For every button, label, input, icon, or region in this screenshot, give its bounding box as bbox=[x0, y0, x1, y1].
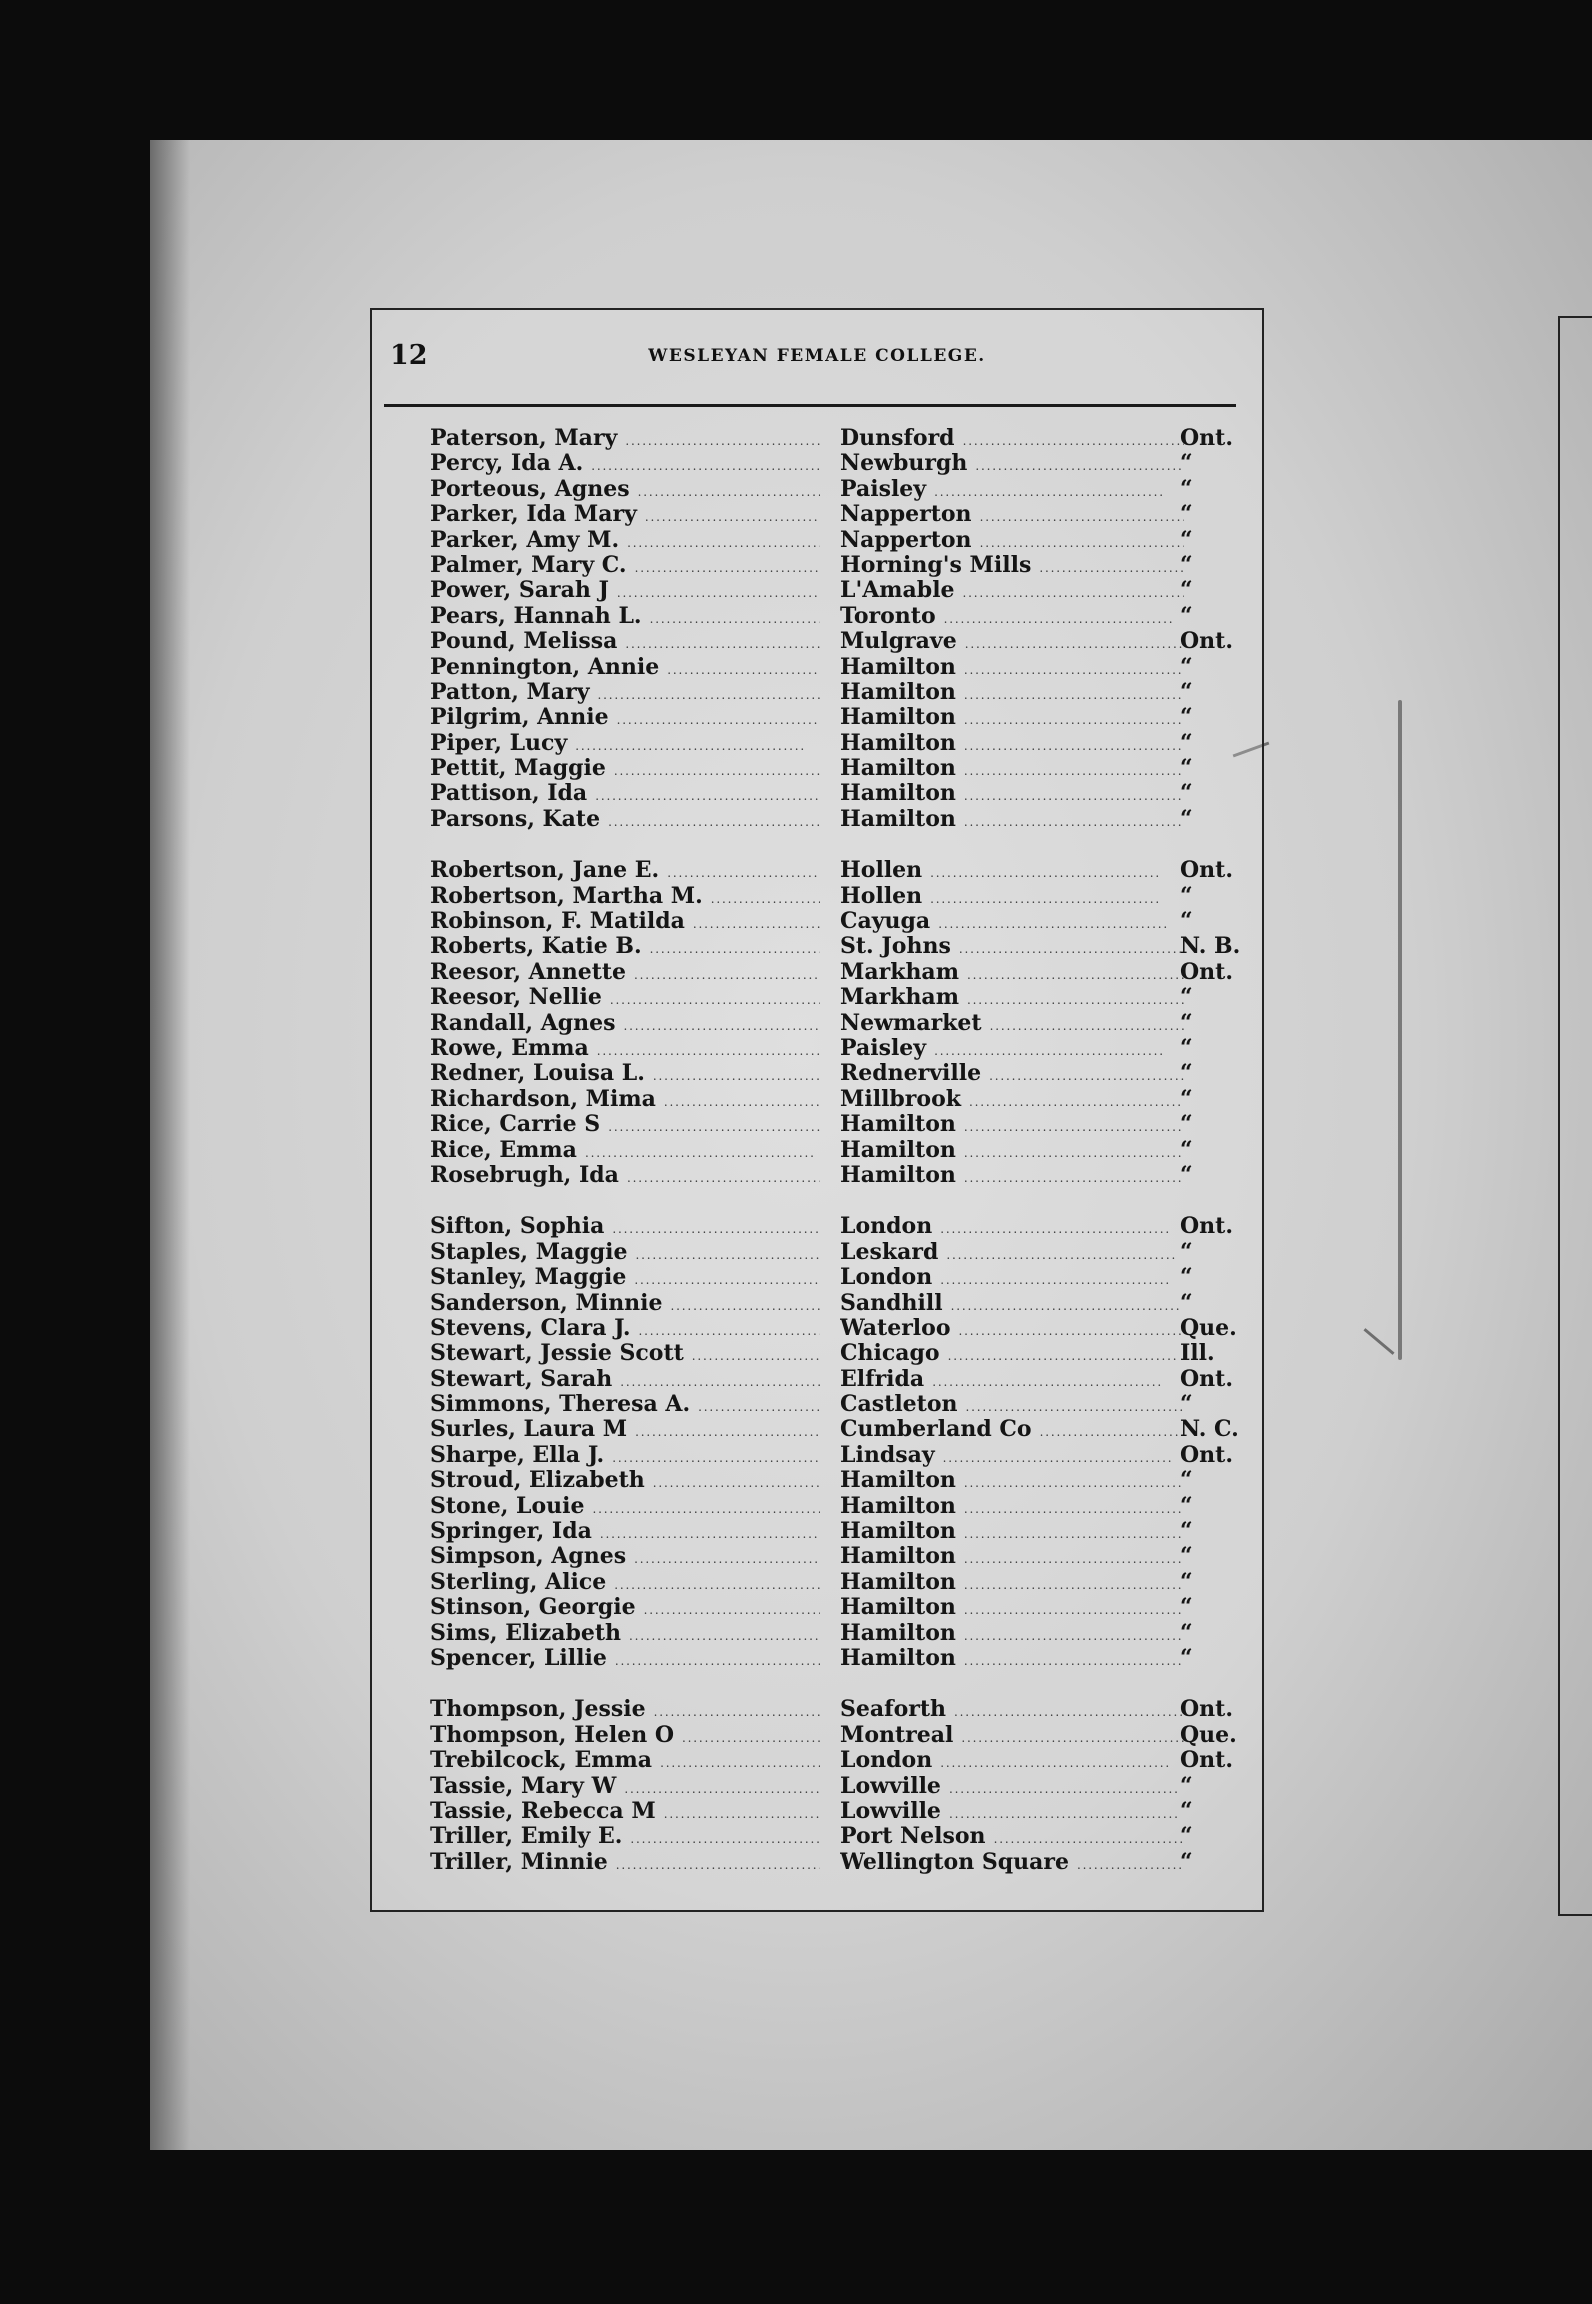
student-name: Stone, Louie . . bbox=[430, 1494, 820, 1522]
student-province: “ bbox=[1180, 1619, 1193, 1646]
student-row bbox=[372, 1544, 1262, 1569]
student-place: Hamilton . . bbox=[840, 1494, 1184, 1522]
student-name: Sanderson, Minnie . . bbox=[430, 1291, 820, 1319]
student-place: Rednerville . . bbox=[840, 1061, 1184, 1089]
student-row bbox=[372, 1443, 1262, 1468]
student-name: Rice, Carrie S . . bbox=[430, 1112, 820, 1140]
student-place: Leskard . . bbox=[840, 1240, 1184, 1268]
student-name: Springer, Ida . . bbox=[430, 1519, 820, 1547]
student-name: Percy, Ida A. . . bbox=[430, 451, 820, 479]
student-place: Hamilton . . bbox=[840, 1138, 1184, 1166]
student-province: “ bbox=[1180, 1034, 1193, 1061]
student-row bbox=[372, 705, 1262, 730]
student-row bbox=[372, 934, 1262, 959]
student-row bbox=[372, 477, 1262, 502]
student-group bbox=[372, 1697, 1262, 1875]
student-row bbox=[372, 655, 1262, 680]
student-name: Surles, Laura M . . bbox=[430, 1417, 820, 1445]
student-name: Tassie, Rebecca M . . bbox=[430, 1799, 820, 1827]
student-province: Ont. bbox=[1180, 1365, 1233, 1392]
pencil-mark bbox=[1398, 700, 1402, 1360]
student-row bbox=[372, 1417, 1262, 1442]
student-row bbox=[372, 1392, 1262, 1417]
student-place: Newburgh . . bbox=[840, 451, 1184, 479]
student-province: “ bbox=[1180, 551, 1193, 578]
student-name: Stevens, Clara J. . . bbox=[430, 1316, 820, 1344]
student-place: Hamilton . . bbox=[840, 1595, 1184, 1623]
student-name: Pennington, Annie . . bbox=[430, 655, 820, 683]
student-province: “ bbox=[1180, 678, 1193, 705]
student-place: Dunsford . . bbox=[840, 426, 1184, 454]
student-name: Reesor, Annette . . bbox=[430, 960, 820, 988]
student-place: Hollen . . bbox=[840, 858, 1184, 886]
student-name: Pattison, Ida . . bbox=[430, 781, 820, 809]
student-row bbox=[372, 1697, 1262, 1722]
student-province: “ bbox=[1180, 501, 1193, 528]
student-name: Roberts, Katie B. . . bbox=[430, 934, 820, 962]
student-province: Que. bbox=[1180, 1314, 1237, 1341]
student-place: Paisley . . bbox=[840, 477, 1184, 505]
student-place: Newmarket . . bbox=[840, 1011, 1184, 1039]
student-name: Rosebrugh, Ida . . bbox=[430, 1163, 820, 1191]
student-province: Ont. bbox=[1180, 1213, 1233, 1240]
student-province: Ont. bbox=[1180, 628, 1233, 655]
student-name: Stanley, Maggie . . bbox=[430, 1265, 820, 1293]
student-place: Lowville . . bbox=[840, 1799, 1184, 1827]
student-row bbox=[372, 680, 1262, 705]
student-place: Hamilton . . bbox=[840, 781, 1184, 809]
student-province: “ bbox=[1180, 602, 1193, 629]
student-place: Hamilton . . bbox=[840, 1163, 1184, 1191]
student-province: “ bbox=[1180, 1238, 1193, 1265]
student-place: Waterloo . . bbox=[840, 1316, 1184, 1344]
student-province: “ bbox=[1180, 1289, 1193, 1316]
student-row bbox=[372, 1824, 1262, 1849]
student-name: Paterson, Mary . . bbox=[430, 426, 820, 454]
student-province: “ bbox=[1180, 1136, 1193, 1163]
student-list bbox=[372, 426, 1262, 1901]
student-row bbox=[372, 1799, 1262, 1824]
student-name: Sims, Elizabeth . . bbox=[430, 1621, 820, 1649]
student-place: Seaforth . . bbox=[840, 1697, 1184, 1725]
student-place: Hamilton . . bbox=[840, 680, 1184, 708]
student-place: Napperton . . bbox=[840, 528, 1184, 556]
student-row bbox=[372, 1494, 1262, 1519]
student-province: “ bbox=[1180, 1797, 1193, 1824]
student-row bbox=[372, 985, 1262, 1010]
student-name: Porteous, Agnes . . bbox=[430, 477, 820, 505]
student-province: “ bbox=[1180, 1594, 1193, 1621]
student-row bbox=[372, 1595, 1262, 1620]
student-name: Palmer, Mary C. . . bbox=[430, 553, 820, 581]
student-province: “ bbox=[1180, 755, 1193, 782]
student-province: Ont. bbox=[1180, 1441, 1233, 1468]
student-province: “ bbox=[1180, 1467, 1193, 1494]
student-place: Castleton . . bbox=[840, 1392, 1184, 1420]
student-name: Thompson, Jessie . . bbox=[430, 1697, 820, 1725]
student-row bbox=[372, 1087, 1262, 1112]
student-province: “ bbox=[1180, 653, 1193, 680]
student-name: Redner, Louisa L. . . bbox=[430, 1061, 820, 1089]
student-name: Stewart, Sarah . . bbox=[430, 1367, 820, 1395]
student-place: Hamilton . . bbox=[840, 1468, 1184, 1496]
student-row bbox=[372, 1011, 1262, 1036]
student-row bbox=[372, 1570, 1262, 1595]
student-row bbox=[372, 426, 1262, 451]
student-row bbox=[372, 756, 1262, 781]
student-row bbox=[372, 1061, 1262, 1086]
student-name: Parker, Amy M. . . bbox=[430, 528, 820, 556]
student-row bbox=[372, 629, 1262, 654]
student-province: “ bbox=[1180, 780, 1193, 807]
student-name: Reesor, Nellie . . bbox=[430, 985, 820, 1013]
student-place: Lowville . . bbox=[840, 1774, 1184, 1802]
student-province: “ bbox=[1180, 577, 1193, 604]
student-province: “ bbox=[1180, 1568, 1193, 1595]
student-name: Sterling, Alice . . bbox=[430, 1570, 820, 1598]
student-province: “ bbox=[1180, 1823, 1193, 1850]
student-name: Robertson, Martha M. . . bbox=[430, 884, 820, 912]
student-province: Ont. bbox=[1180, 1747, 1233, 1774]
student-row bbox=[372, 1240, 1262, 1265]
student-place: Hamilton . . bbox=[840, 807, 1184, 835]
student-row bbox=[372, 781, 1262, 806]
student-name: Parker, Ida Mary . . bbox=[430, 502, 820, 530]
student-row bbox=[372, 1748, 1262, 1773]
student-row bbox=[372, 1291, 1262, 1316]
student-place: Hamilton . . bbox=[840, 1570, 1184, 1598]
student-row bbox=[372, 1214, 1262, 1239]
student-name: Thompson, Helen O . . bbox=[430, 1723, 820, 1751]
student-place: London . . bbox=[840, 1265, 1184, 1293]
student-province: “ bbox=[1180, 1391, 1193, 1418]
student-place: Chicago . . bbox=[840, 1341, 1184, 1369]
student-row bbox=[372, 731, 1262, 756]
student-name: Sharpe, Ella J. . . bbox=[430, 1443, 820, 1471]
student-row bbox=[372, 1367, 1262, 1392]
student-province: Ont. bbox=[1180, 857, 1233, 884]
student-name: Power, Sarah J . . bbox=[430, 578, 820, 606]
student-name: Stewart, Jessie Scott . . bbox=[430, 1341, 820, 1369]
student-row bbox=[372, 1468, 1262, 1493]
student-name: Piper, Lucy . . bbox=[430, 731, 820, 759]
student-name: Pettit, Maggie . . bbox=[430, 756, 820, 784]
running-head: WESLEYAN FEMALE COLLEGE. bbox=[648, 346, 986, 366]
student-place: Port Nelson . . bbox=[840, 1824, 1184, 1852]
student-province: “ bbox=[1180, 1009, 1193, 1036]
student-row bbox=[372, 909, 1262, 934]
student-name: Staples, Maggie . . bbox=[430, 1240, 820, 1268]
student-province: “ bbox=[1180, 1492, 1193, 1519]
student-place: Cumberland Co . . bbox=[840, 1417, 1184, 1445]
student-province: “ bbox=[1180, 1060, 1193, 1087]
student-row bbox=[372, 1265, 1262, 1290]
student-province: “ bbox=[1180, 1848, 1193, 1875]
student-place: Hamilton . . bbox=[840, 705, 1184, 733]
student-place: Toronto . . bbox=[840, 604, 1184, 632]
student-name: Stinson, Georgie . . bbox=[430, 1595, 820, 1623]
student-name: Robinson, F. Matilda . . bbox=[430, 909, 820, 937]
student-place: Napperton . . bbox=[840, 502, 1184, 530]
student-province: N. B. bbox=[1180, 933, 1241, 960]
student-place: Mulgrave . . bbox=[840, 629, 1184, 657]
student-name: Triller, Emily E. . . bbox=[430, 1824, 820, 1852]
student-row bbox=[372, 1112, 1262, 1137]
student-group bbox=[372, 426, 1262, 832]
student-group bbox=[372, 1214, 1262, 1671]
student-row bbox=[372, 553, 1262, 578]
student-row bbox=[372, 1138, 1262, 1163]
student-place: London . . bbox=[840, 1748, 1184, 1776]
student-province: “ bbox=[1180, 704, 1193, 731]
student-row bbox=[372, 884, 1262, 909]
student-name: Stroud, Elizabeth . . bbox=[430, 1468, 820, 1496]
student-name: Richardson, Mima . . bbox=[430, 1087, 820, 1115]
student-place: Cayuga . . bbox=[840, 909, 1184, 937]
student-row bbox=[372, 1723, 1262, 1748]
student-province: “ bbox=[1180, 1518, 1193, 1545]
student-name: Randall, Agnes . . bbox=[430, 1011, 820, 1039]
student-province: “ bbox=[1180, 475, 1193, 502]
student-name: Spencer, Lillie . . bbox=[430, 1646, 820, 1674]
student-province: “ bbox=[1180, 908, 1193, 935]
student-place: London . . bbox=[840, 1214, 1184, 1242]
student-place: Horning's Mills . . bbox=[840, 553, 1184, 581]
student-row bbox=[372, 502, 1262, 527]
student-place: Markham . . bbox=[840, 985, 1184, 1013]
student-row bbox=[372, 1036, 1262, 1061]
student-row bbox=[372, 528, 1262, 553]
student-province: “ bbox=[1180, 984, 1193, 1011]
student-row bbox=[372, 807, 1262, 832]
student-place: L'Amable . . bbox=[840, 578, 1184, 606]
student-province: N. C. bbox=[1180, 1416, 1239, 1443]
student-province: Ont. bbox=[1180, 958, 1233, 985]
student-name: Rice, Emma . . bbox=[430, 1138, 820, 1166]
student-row bbox=[372, 1163, 1262, 1188]
student-name: Simpson, Agnes . . bbox=[430, 1544, 820, 1572]
student-name: Sifton, Sophia . . bbox=[430, 1214, 820, 1242]
student-place: Millbrook . . bbox=[840, 1087, 1184, 1115]
student-row bbox=[372, 960, 1262, 985]
student-place: Hamilton . . bbox=[840, 756, 1184, 784]
student-name: Robertson, Jane E. . . bbox=[430, 858, 820, 886]
student-name: Rowe, Emma . . bbox=[430, 1036, 820, 1064]
student-row bbox=[372, 1621, 1262, 1646]
student-name: Patton, Mary . . bbox=[430, 680, 820, 708]
student-place: Hamilton . . bbox=[840, 655, 1184, 683]
student-place: Hamilton . . bbox=[840, 1112, 1184, 1140]
page-frame bbox=[370, 308, 1264, 1912]
page-number: 12 bbox=[390, 340, 428, 371]
student-row bbox=[372, 1519, 1262, 1544]
student-province: Ont. bbox=[1180, 425, 1233, 451]
student-place: Markham . . bbox=[840, 960, 1184, 988]
student-place: Hamilton . . bbox=[840, 731, 1184, 759]
student-row bbox=[372, 578, 1262, 603]
student-province: Ont. bbox=[1180, 1696, 1233, 1723]
student-place: Sandhill . . bbox=[840, 1291, 1184, 1319]
facing-page-edge bbox=[1558, 316, 1592, 1916]
student-name: Pears, Hannah L. . . bbox=[430, 604, 820, 632]
student-province: “ bbox=[1180, 1085, 1193, 1112]
student-name: Parsons, Kate . . bbox=[430, 807, 820, 835]
student-row bbox=[372, 1341, 1262, 1366]
student-province: “ bbox=[1180, 1644, 1193, 1671]
student-province: “ bbox=[1180, 1543, 1193, 1570]
student-place: Hamilton . . bbox=[840, 1621, 1184, 1649]
student-province: “ bbox=[1180, 729, 1193, 756]
student-place: Lindsay . . bbox=[840, 1443, 1184, 1471]
student-place: Paisley . . bbox=[840, 1036, 1184, 1064]
student-row bbox=[372, 1316, 1262, 1341]
student-group bbox=[372, 858, 1262, 1188]
student-name: Pound, Melissa . . bbox=[430, 629, 820, 657]
student-place: Wellington Square . . bbox=[840, 1850, 1184, 1878]
student-name: Trebilcock, Emma . . bbox=[430, 1748, 820, 1776]
student-province: “ bbox=[1180, 882, 1193, 909]
student-row bbox=[372, 604, 1262, 629]
student-name: Tassie, Mary W . . bbox=[430, 1774, 820, 1802]
student-row bbox=[372, 1850, 1262, 1875]
student-row bbox=[372, 1646, 1262, 1671]
student-province: Ill. bbox=[1180, 1340, 1215, 1367]
student-row bbox=[372, 858, 1262, 883]
student-province: “ bbox=[1180, 450, 1193, 477]
student-row bbox=[372, 451, 1262, 476]
student-province: “ bbox=[1180, 1264, 1193, 1291]
student-name: Pilgrim, Annie . . bbox=[430, 705, 820, 733]
student-place: Elfrida . . bbox=[840, 1367, 1184, 1395]
student-place: Hollen . . bbox=[840, 884, 1184, 912]
student-province: “ bbox=[1180, 1161, 1193, 1188]
student-name: Triller, Minnie . . bbox=[430, 1850, 820, 1878]
student-province: “ bbox=[1180, 526, 1193, 553]
student-place: St. Johns . . bbox=[840, 934, 1184, 962]
student-place: Montreal . . bbox=[840, 1723, 1184, 1751]
student-place: Hamilton . . bbox=[840, 1519, 1184, 1547]
student-province: “ bbox=[1180, 1111, 1193, 1138]
student-place: Hamilton . . bbox=[840, 1646, 1184, 1674]
student-province: “ bbox=[1180, 1772, 1193, 1799]
student-province: Que. bbox=[1180, 1721, 1237, 1748]
student-row bbox=[372, 1774, 1262, 1799]
student-name: Simmons, Theresa A. . . bbox=[430, 1392, 820, 1420]
header-rule bbox=[384, 404, 1236, 407]
student-province: “ bbox=[1180, 805, 1193, 832]
student-place: Hamilton . . bbox=[840, 1544, 1184, 1572]
